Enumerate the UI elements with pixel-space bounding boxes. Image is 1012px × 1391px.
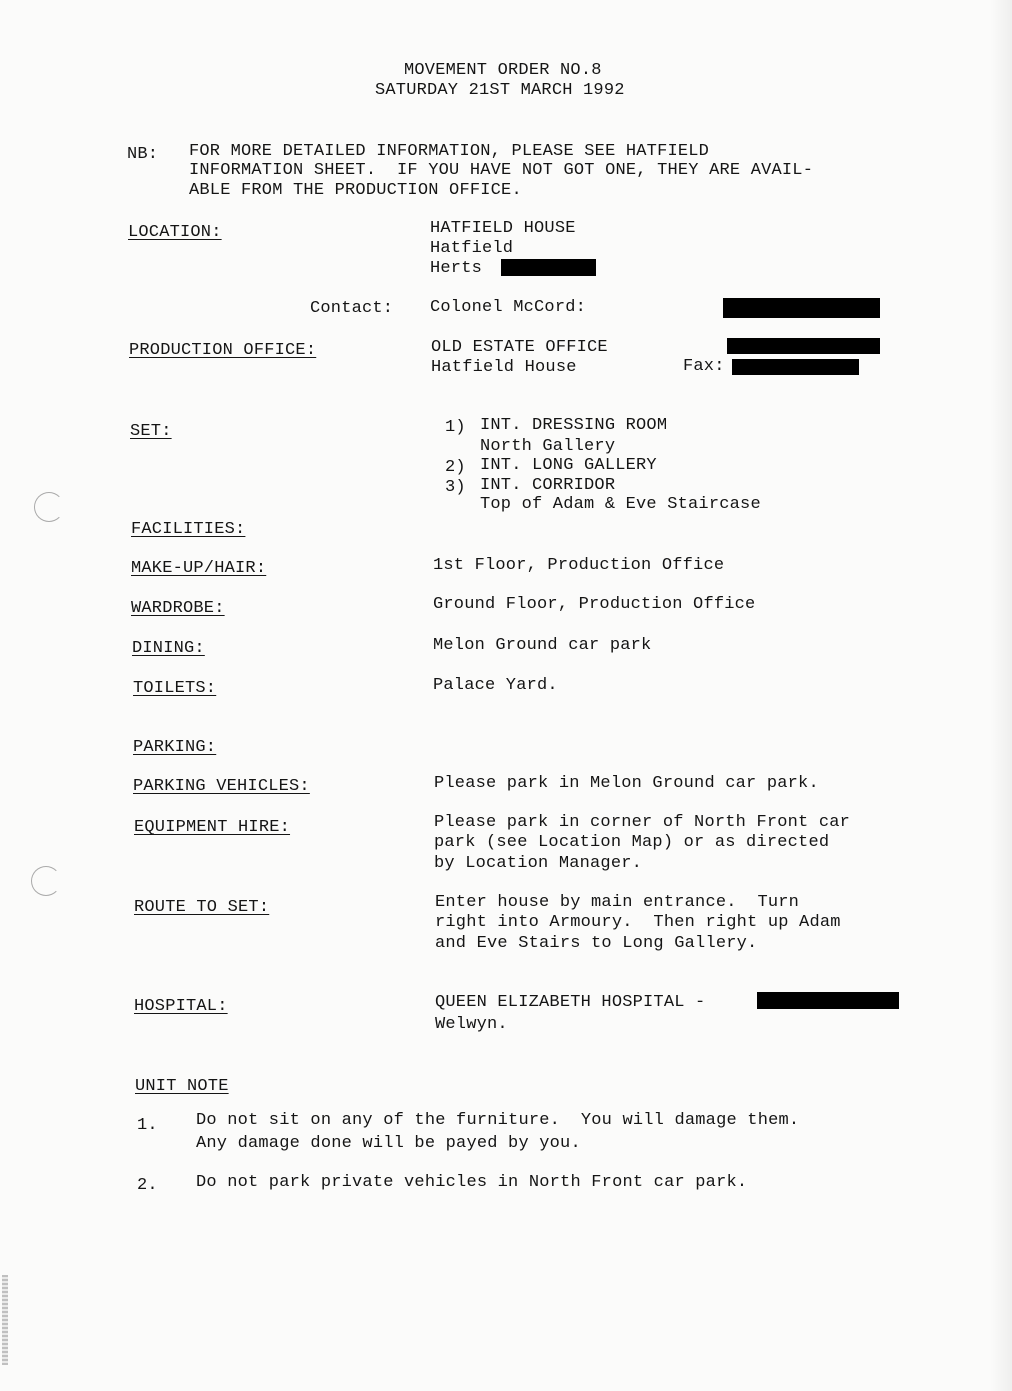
nb-line: INFORMATION SHEET. IF YOU HAVE NOT GOT ONE, THEY ARE AVAIL- bbox=[189, 161, 814, 180]
location-line: Hatfield bbox=[430, 239, 514, 258]
location-label: LOCATION: bbox=[128, 223, 222, 242]
hospital-label: HOSPITAL: bbox=[134, 997, 228, 1016]
set-item-line: INT. DRESSING ROOM bbox=[480, 416, 668, 435]
contact-label: Contact: bbox=[310, 299, 394, 318]
location-line: Herts bbox=[430, 259, 483, 278]
unit-note-label: UNIT NOTE bbox=[135, 1077, 229, 1096]
facility-value: 1st Floor, Production Office bbox=[433, 556, 725, 575]
redaction-bar bbox=[757, 992, 899, 1009]
unit-note-line: Do not sit on any of the furniture. You will damage them. bbox=[196, 1111, 800, 1130]
parking-vehicles-label: PARKING VEHICLES: bbox=[133, 777, 310, 796]
facility-label: TOILETS: bbox=[133, 679, 217, 698]
binding-edge-mark bbox=[2, 1275, 8, 1365]
set-item-number: 2) bbox=[445, 458, 466, 477]
production-office-line: OLD ESTATE OFFICE bbox=[431, 338, 608, 357]
redaction-bar bbox=[727, 338, 880, 354]
set-item-line: Top of Adam & Eve Staircase bbox=[480, 495, 761, 514]
hospital-line: Welwyn. bbox=[435, 1015, 508, 1034]
set-item-line: INT. LONG GALLERY bbox=[480, 456, 657, 475]
punch-hole bbox=[31, 866, 61, 896]
equipment-hire-line: park (see Location Map) or as directed bbox=[434, 833, 830, 852]
facility-label: DINING: bbox=[132, 639, 205, 658]
facilities-label: FACILITIES: bbox=[131, 520, 246, 539]
punch-hole bbox=[34, 492, 64, 522]
unit-note-number: 2. bbox=[137, 1176, 158, 1195]
route-label: ROUTE TO SET: bbox=[134, 898, 270, 917]
equipment-hire-line: by Location Manager. bbox=[434, 854, 643, 873]
nb-line: ABLE FROM THE PRODUCTION OFFICE. bbox=[189, 181, 522, 200]
nb-line: FOR MORE DETAILED INFORMATION, PLEASE SEE HATFIELD bbox=[189, 142, 710, 161]
redaction-bar bbox=[501, 259, 596, 276]
set-item-line: INT. CORRIDOR bbox=[480, 476, 616, 495]
parking-label: PARKING: bbox=[133, 738, 217, 757]
document-date: SATURDAY 21ST MARCH 1992 bbox=[375, 81, 625, 100]
facility-value: Palace Yard. bbox=[433, 676, 558, 695]
unit-note-number: 1. bbox=[137, 1116, 158, 1135]
set-label: SET: bbox=[130, 422, 172, 441]
set-item-number: 1) bbox=[445, 418, 466, 437]
production-office-label: PRODUCTION OFFICE: bbox=[129, 341, 317, 360]
redaction-bar bbox=[723, 298, 880, 318]
production-office-line: Hatfield House bbox=[431, 358, 577, 377]
location-line: HATFIELD HOUSE bbox=[430, 219, 576, 238]
facility-label: MAKE-UP/HAIR: bbox=[131, 559, 267, 578]
redaction-bar bbox=[732, 359, 859, 375]
unit-note-line: Any damage done will be payed by you. bbox=[196, 1134, 581, 1153]
facility-value: Ground Floor, Production Office bbox=[433, 595, 756, 614]
parking-vehicles-value: Please park in Melon Ground car park. bbox=[434, 774, 819, 793]
facility-value: Melon Ground car park bbox=[433, 636, 652, 655]
fax-label: Fax: bbox=[683, 357, 725, 376]
route-line: Enter house by main entrance. Turn bbox=[435, 893, 800, 912]
equipment-hire-label: EQUIPMENT HIRE: bbox=[134, 818, 291, 837]
contact-value: Colonel McCord: bbox=[430, 298, 587, 317]
page-shadow bbox=[990, 0, 1012, 1391]
unit-note-line: Do not park private vehicles in North Front car park. bbox=[196, 1173, 748, 1192]
equipment-hire-line: Please park in corner of North Front car bbox=[434, 813, 851, 832]
document-title: MOVEMENT ORDER NO.8 bbox=[404, 61, 602, 80]
set-item-number: 3) bbox=[445, 478, 466, 497]
set-item-line: North Gallery bbox=[480, 437, 616, 456]
facility-label: WARDROBE: bbox=[131, 599, 225, 618]
hospital-line: QUEEN ELIZABETH HOSPITAL - bbox=[435, 993, 706, 1012]
nb-label: NB: bbox=[127, 145, 159, 164]
route-line: and Eve Stairs to Long Gallery. bbox=[435, 934, 758, 953]
route-line: right into Armoury. Then right up Adam bbox=[435, 913, 841, 932]
